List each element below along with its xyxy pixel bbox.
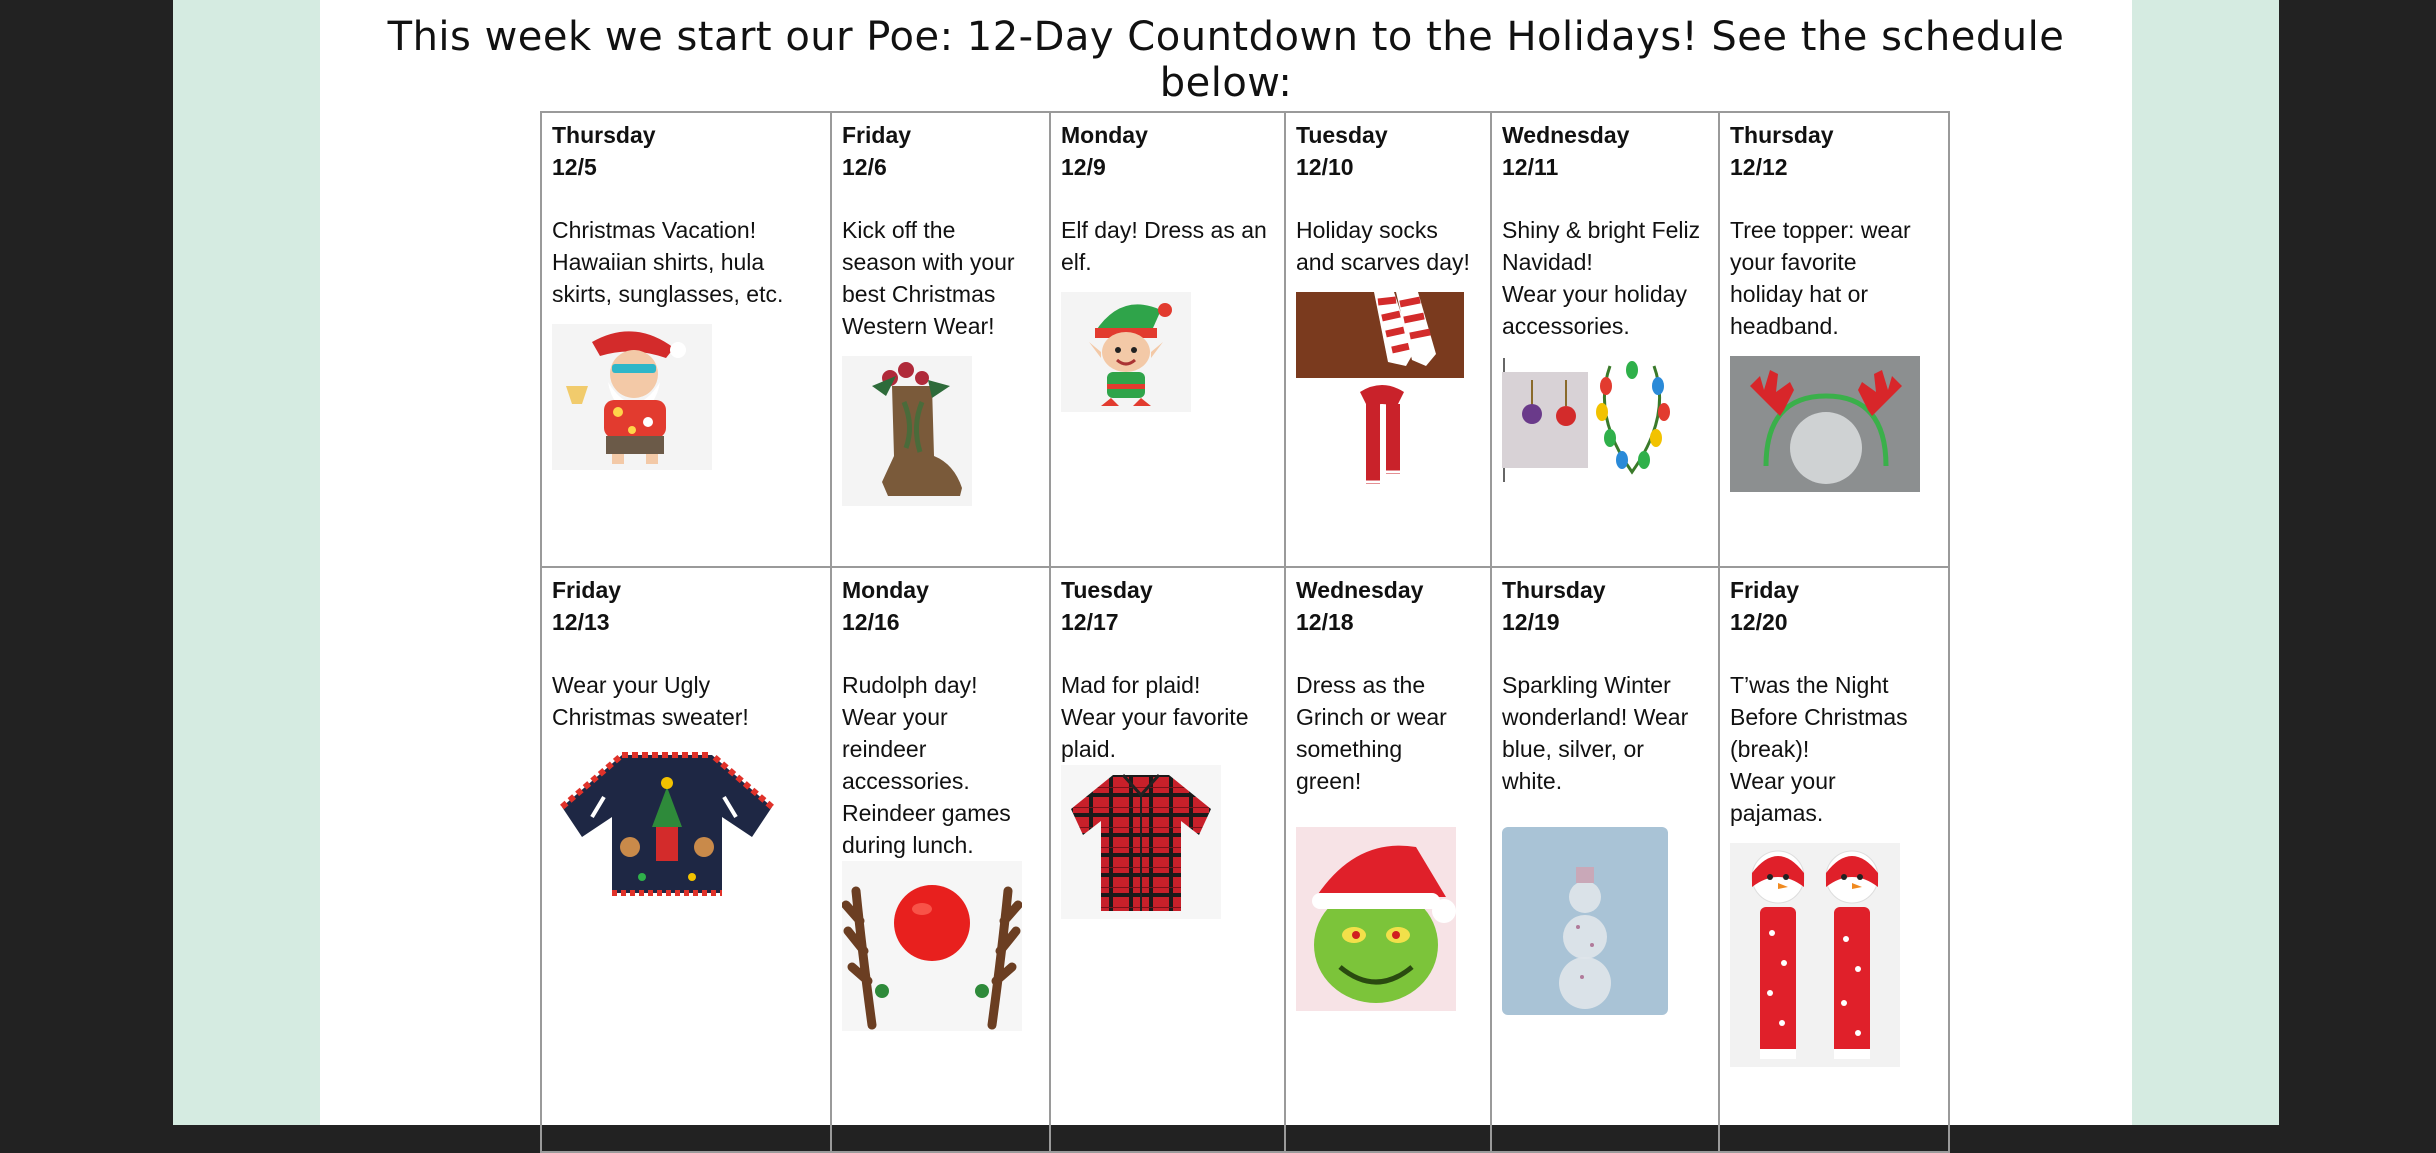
day-label: Friday [552,577,622,603]
date-label: 12/13 [552,609,610,635]
schedule-row-week-1 [541,112,1949,567]
day-label: Wednesday [1296,577,1424,603]
day-label: Tuesday [1296,122,1388,148]
schedule-row-week-2 [541,567,1949,1152]
date-label: 12/20 [1730,609,1788,635]
cowboy-boot-icon [842,356,1039,506]
hawaiian-santa-icon [552,324,820,470]
schedule-cell [1050,567,1285,1152]
schedule-cell [1285,112,1491,567]
date-label: 12/17 [1061,609,1119,635]
schedule-table [540,111,1950,1153]
theme-description: Holiday socks and scarves day! [1296,217,1470,275]
schedule-cell [1491,112,1719,567]
date-label: 12/5 [552,154,597,180]
theme-description: T’was the Night Before Christmas (break)! Wear your pajamas. [1730,672,1908,826]
date-label: 12/19 [1502,609,1560,635]
theme-description: Rudolph day! Wear your reindeer accessories. Reindeer games during lunch. [842,672,1011,858]
theme-description: Shiny & bright Feliz Navidad! Wear your holiday accessories. [1502,217,1701,339]
day-label: Wednesday [1502,122,1630,148]
plaid-shirt-icon [1061,765,1274,919]
theme-description: Dress as the Grinch or wear something green! [1296,672,1447,794]
day-label: Thursday [1730,122,1834,148]
schedule-cell [541,567,831,1152]
day-label: Monday [1061,122,1148,148]
schedule-cell [831,112,1050,567]
socks-scarf-icon [1296,292,1480,496]
schedule-cell [1491,567,1719,1152]
reindeer-nose-icon [842,861,1039,1031]
theme-description: Elf day! Dress as an elf. [1061,217,1267,275]
schedule-cell [1050,112,1285,567]
date-label: 12/9 [1061,154,1106,180]
schedule-cell [541,112,831,567]
theme-description: Wear your Ugly Christmas sweater! [552,672,749,730]
date-label: 12/16 [842,609,900,635]
day-label: Thursday [552,122,656,148]
theme-description: Christmas Vacation! Hawaiian shirts, hula skirts, sunglasses, etc. [552,217,784,307]
antler-headband-icon [1730,356,1938,492]
day-label: Monday [842,577,929,603]
day-label: Thursday [1502,577,1606,603]
schedule-cell [1285,567,1491,1152]
theme-description: Tree topper: wear your favorite holiday hat or headband. [1730,217,1911,339]
ugly-sweater-icon [552,747,820,897]
date-label: 12/12 [1730,154,1788,180]
date-label: 12/11 [1502,154,1559,180]
theme-description: Sparkling Winter wonderland! Wear blue, silver, or white. [1502,672,1689,794]
elf-icon [1061,292,1274,412]
day-label: Friday [1730,577,1800,603]
snowman-sweater-icon [1502,827,1708,1015]
day-label: Tuesday [1061,577,1153,603]
date-label: 12/6 [842,154,887,180]
schedule-cell [831,567,1050,1152]
page-headline: This week we start our Poe: 12-Day Countdown to the Holidays! See the schedule below: [387,14,2065,106]
schedule-cell [1719,567,1949,1152]
date-label: 12/18 [1296,609,1354,635]
date-label: 12/10 [1296,154,1354,180]
snowman-pajamas-icon [1730,843,1938,1067]
grinch-icon [1296,827,1480,1011]
holiday-accessories-icon [1502,356,1708,486]
day-label: Friday [842,122,912,148]
schedule-cell [1719,112,1949,567]
document-page [320,0,2132,1125]
theme-description: Kick off the season with your best Christmas Western Wear! [842,217,1015,339]
theme-description: Mad for plaid! Wear your favorite plaid. [1061,672,1249,762]
